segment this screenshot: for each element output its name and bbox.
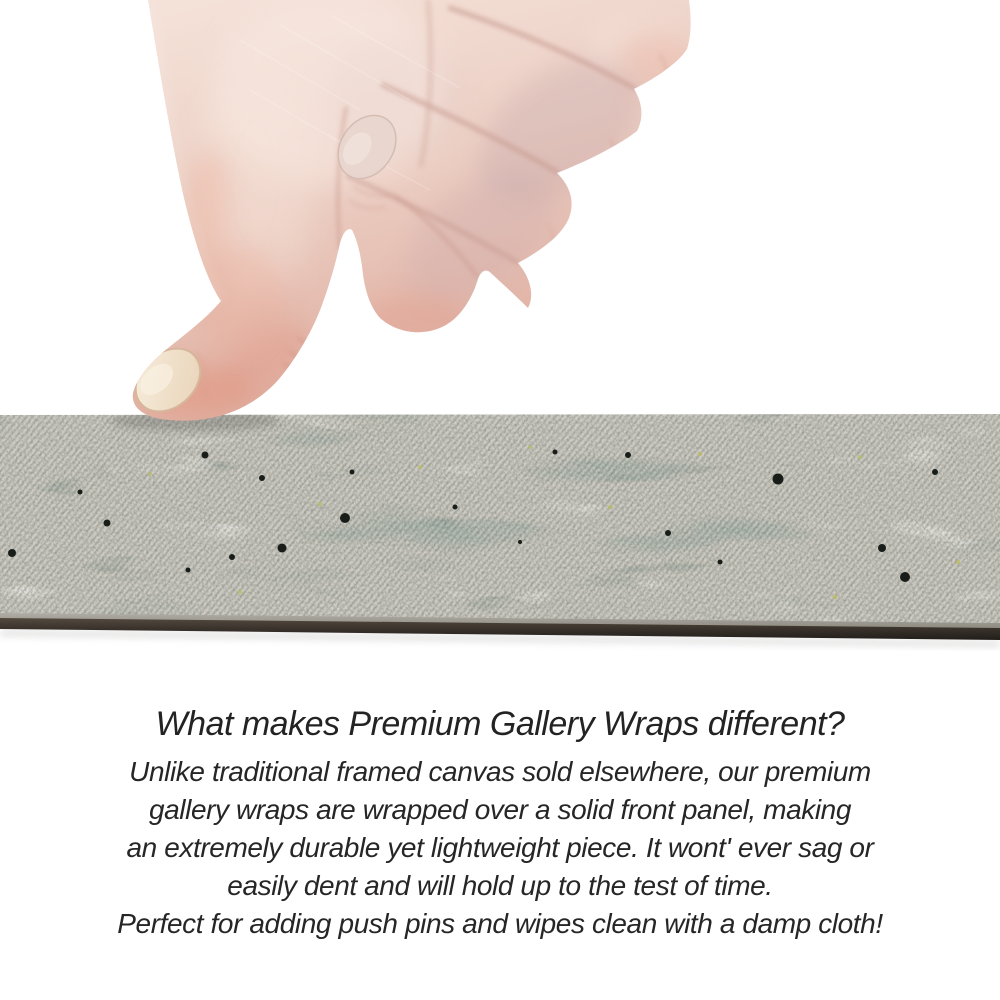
section-heading: What makes Premium Gallery Wraps different? [155, 705, 845, 743]
description-line: easily dent and will hold up to the test of time. [227, 870, 773, 901]
description-line: gallery wraps are wrapped over a solid front panel, making [148, 794, 852, 825]
info-text-section [0, 704, 1000, 943]
description-line: Unlike traditional framed canvas sold elsewhere, our premium [129, 756, 871, 787]
canvas-texture [0, 412, 1000, 626]
description-line: an extremely durable yet lightweight piece. It wont' ever sag or [126, 832, 874, 863]
description-line: Perfect for adding push pins and wipes clean with a damp cloth! [117, 908, 883, 939]
canvas-edge-photo [0, 412, 1000, 656]
hand-photo [0, 0, 760, 430]
